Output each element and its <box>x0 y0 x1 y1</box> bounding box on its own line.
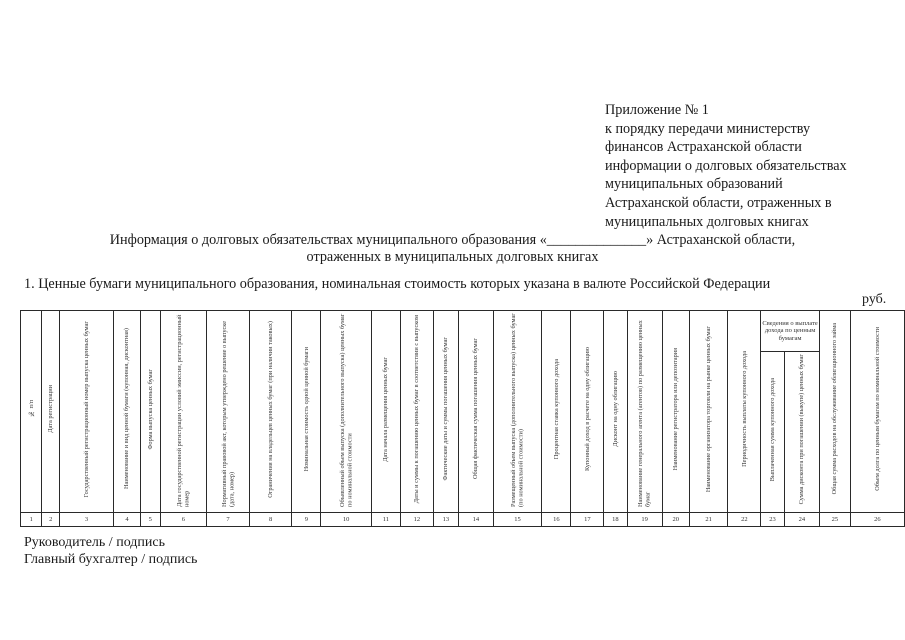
table-header-row <box>21 311 905 352</box>
column-number: 26 <box>850 513 904 527</box>
header-cell <box>249 311 291 513</box>
header-cell <box>292 311 321 513</box>
header-cell <box>21 311 42 513</box>
header-cell <box>400 311 433 513</box>
header-cell <box>59 311 113 513</box>
column-number: 16 <box>542 513 571 527</box>
header-cell <box>160 311 207 513</box>
column-header-label: № п/п <box>27 400 35 418</box>
annex-line: муниципальных долговых книгах <box>605 213 809 230</box>
header-cell <box>689 311 728 513</box>
annex-line: информации о долговых обязательствах <box>605 157 847 174</box>
document-title-line-1: Информация о долговых обязательствах муниципального образования «______________» Астраханской области, <box>109 232 796 248</box>
header-cell <box>493 311 542 513</box>
column-number: 10 <box>321 513 371 527</box>
header-cell <box>819 311 850 513</box>
currency-unit: руб. <box>862 292 887 307</box>
column-header-label: Объявленный объем выпуска (дополнительного выпуска) ценных бумаг по номинальной стоимости <box>338 313 354 507</box>
section-heading: 1. Ценные бумаги муниципального образования, номинальная стоимость которых указана в валюте Российской Федерации <box>24 276 771 292</box>
header-cell <box>728 311 761 513</box>
column-number: 21 <box>689 513 728 527</box>
column-header-label: Фактические даты и суммы погашения ценных бумаг <box>442 337 450 481</box>
column-header-label: Купонный доход в расчете на одну облигацию <box>583 347 591 471</box>
header-cell <box>604 311 627 513</box>
column-number: 20 <box>662 513 689 527</box>
column-number: 3 <box>59 513 113 527</box>
column-header-label: Сумма дисконта при погашении (выкупе) ценных бумаг <box>798 354 806 505</box>
document-title-line-2: отраженных в муниципальных долговых книгах <box>306 249 599 265</box>
annex-line: муниципальных образований <box>605 176 783 193</box>
column-number: 14 <box>459 513 494 527</box>
column-header-label: Форма выпуска ценных бумаг <box>146 368 154 450</box>
column-header-label: Дата регистрации <box>46 385 54 433</box>
header-cell <box>784 352 819 513</box>
header-cell <box>542 311 571 513</box>
header-cell <box>761 352 784 513</box>
column-number: 4 <box>113 513 140 527</box>
column-number: 7 <box>207 513 250 527</box>
column-header-label: Наименование и вид ценной бумаги (купонная, дисконтная) <box>123 328 131 490</box>
group-header-cell: Сведения о выплате дохода по ценным бумагам <box>761 311 820 352</box>
column-header-label: Наименование генерального агента (агентов) по размещению ценных бумаг <box>637 320 652 507</box>
column-header-label: Государственный регистрационный номер выпуска ценных бумаг <box>82 320 90 498</box>
column-number: 1 <box>21 513 42 527</box>
header-cell <box>850 311 904 513</box>
column-number: 25 <box>819 513 850 527</box>
column-number: 24 <box>784 513 819 527</box>
header-cell <box>141 311 160 513</box>
header-cell <box>433 311 458 513</box>
header-cell <box>113 311 140 513</box>
column-number: 18 <box>604 513 627 527</box>
column-number: 12 <box>400 513 433 527</box>
annex-line: Приложение № 1 <box>605 102 709 118</box>
column-header-label: Дата государственной регистрации условий эмиссии, регистрационный номер <box>175 314 191 507</box>
annex-block <box>605 101 895 231</box>
header-cell <box>627 311 662 513</box>
column-number: 19 <box>627 513 662 527</box>
column-header-label: Общая сумма расходов на обслуживание облигационного займа <box>831 323 839 495</box>
column-number: 2 <box>42 513 60 527</box>
annex-line: финансов Астраханской области <box>605 139 802 156</box>
column-number: 23 <box>761 513 784 527</box>
column-number: 11 <box>371 513 400 527</box>
annex-line: к порядку передачи министерству <box>605 120 811 137</box>
header-cell <box>321 311 371 513</box>
signature-line-head: Руководитель / подпись <box>24 535 165 550</box>
column-number: 22 <box>728 513 761 527</box>
securities-table <box>20 310 905 527</box>
header-cell <box>42 311 60 513</box>
column-header-label: Ограничения на владельцев ценных бумаг (при наличии таковых) <box>266 320 274 498</box>
column-number: 6 <box>160 513 207 527</box>
column-number: 8 <box>249 513 291 527</box>
column-header-label: Объем долга по ценным бумагам по номинальной стоимости <box>873 327 881 491</box>
header-cell <box>207 311 250 513</box>
column-header-label: Дата начала размещения ценных бумаг <box>382 356 390 462</box>
signature-line-accountant: Главный бухгалтер / подпись <box>24 552 198 567</box>
column-header-label: Наименование регистратора или депозитария <box>672 347 680 471</box>
column-header-label: Периодичность выплаты купонного дохода <box>740 351 748 467</box>
column-header-label: Общая фактическая сумма погашения ценных бумаг <box>472 338 480 480</box>
column-header-label: Процентная ставка купонного дохода <box>552 358 560 460</box>
column-number: 9 <box>292 513 321 527</box>
column-number: 13 <box>433 513 458 527</box>
column-header-label: Наименование организатора торговли на рынке ценных бумаг <box>704 325 712 493</box>
column-number: 17 <box>571 513 604 527</box>
column-header-label: Выплаченная сумма купонного дохода <box>768 377 776 482</box>
header-cell <box>459 311 494 513</box>
column-header-label: Дисконт на одну облигацию <box>611 371 619 447</box>
column-number: 15 <box>493 513 542 527</box>
header-cell <box>371 311 400 513</box>
header-cell <box>571 311 604 513</box>
header-cell <box>662 311 689 513</box>
column-header-label: Размещенный объем выпуска (дополнительного выпуска) ценных бумаг (по номинальной стоимости) <box>510 313 525 507</box>
column-header-label: Нормативный правовой акт, которым утверждено решение о выпуске (дата, номер) <box>220 321 235 507</box>
annex-line: Астраханской области, отраженных в <box>605 194 832 211</box>
column-number-row <box>21 513 905 527</box>
column-header-label: Номинальная стоимость одной ценной бумаги <box>302 346 310 472</box>
column-header-label: Даты и суммы к погашению ценных бумаг в соответствии с выпуском <box>413 314 421 504</box>
column-number: 5 <box>141 513 160 527</box>
